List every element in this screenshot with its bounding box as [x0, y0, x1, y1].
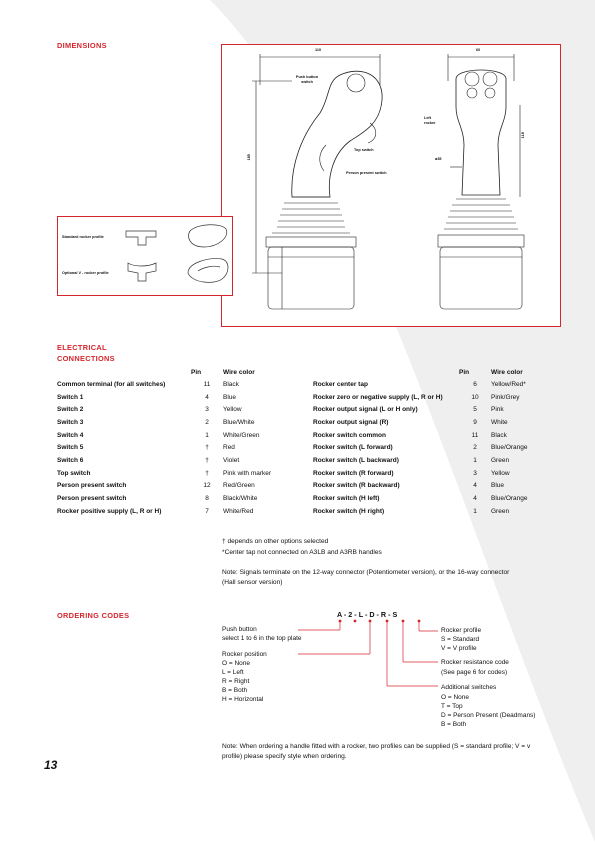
col-pin-header: Pin [459, 368, 470, 376]
label-push-button: Push button switch [295, 75, 319, 84]
row-pin: 3 [473, 469, 477, 477]
row-wire: Blue/Orange [491, 495, 528, 503]
row-wire: Violet [223, 456, 240, 464]
note-signals: Note: Signals terminate on the 12-way connector (Potentiometer version), or the 16-way connector (Hall sensor version) [222, 569, 510, 586]
row-wire: Blue/Orange [491, 444, 528, 452]
row-wire: Pink with marker [223, 469, 272, 477]
label-standard-profile: Standard rocker profile [62, 235, 104, 239]
page-number: 13 [44, 758, 58, 772]
rocker-resistance-note: (See page 6 for codes) [441, 669, 508, 676]
row-wire: Pink [491, 406, 504, 414]
row-wire: Black [223, 380, 239, 388]
dim-width-front: 60 [476, 48, 481, 52]
rocker-position-item: O = None [222, 660, 251, 667]
row-pin: 2 [473, 444, 477, 452]
additional-switches-item: O = None [441, 694, 470, 701]
electrical-heading-line2: CONNECTIONS [57, 354, 115, 363]
row-name: Rocker switch (R backward) [313, 482, 400, 490]
rocker-resistance-title: Rocker resistance code [441, 659, 509, 666]
row-wire: White [491, 418, 508, 426]
push-button-line1: Push button [222, 626, 257, 633]
row-wire: Yellow [223, 406, 242, 414]
row-wire: Blue [223, 393, 237, 401]
additional-switches-title: Additional switches [441, 684, 497, 691]
label-left-rocker: Left rocker [424, 116, 436, 125]
row-name: Switch 5 [57, 444, 84, 452]
dim-height-total: 185 [246, 154, 251, 161]
row-name: Switch 6 [57, 456, 84, 464]
additional-switches-item: B = Both [441, 721, 467, 728]
row-wire: Yellow/Red* [491, 380, 526, 388]
row-pin: 11 [471, 431, 479, 439]
rocker-position-item: B = Both [222, 687, 248, 694]
row-name: Rocker switch (H right) [313, 507, 385, 515]
row-name: Switch 1 [57, 393, 84, 401]
row-wire: Green [491, 507, 510, 515]
row-name: Rocker switch (L backward) [313, 456, 399, 464]
row-name: Switch 3 [57, 418, 84, 426]
row-name: Person present switch [57, 495, 127, 503]
note-dagger: † depends on other options selected [222, 538, 329, 545]
row-wire: White/Red [223, 507, 254, 515]
row-wire: Yellow [491, 469, 510, 477]
rocker-profile-title: Rocker profile [441, 627, 482, 634]
row-name: Rocker output signal (R) [313, 418, 389, 426]
label-person-present: Person present switch [346, 171, 387, 175]
row-pin: 4 [473, 482, 477, 490]
row-name: Rocker switch (H left) [313, 495, 380, 503]
dim-height-grip: 118 [520, 132, 525, 139]
row-pin: 1 [205, 431, 209, 439]
row-name: Rocker switch (R forward) [313, 469, 394, 477]
row-wire: Black [491, 431, 507, 439]
label-optional-v-profile: Optional V - rocker profile [62, 271, 109, 275]
row-wire: Green [491, 456, 510, 464]
row-name: Rocker switch (L forward) [313, 444, 393, 452]
note-center-tap: *Center tap not connected on A3LB and A3RB handles [222, 549, 382, 556]
rocker-position-item: H = Horizontal [222, 696, 264, 703]
push-button-line2: select 1 to 6 in the top plate [222, 635, 302, 642]
row-pin: 11 [203, 380, 211, 388]
row-pin: † [205, 469, 209, 477]
row-wire: Red/Green [223, 482, 255, 490]
row-name: Top switch [57, 469, 91, 477]
row-name: Common terminal (for all switches) [57, 380, 166, 388]
row-pin: 4 [205, 393, 209, 401]
row-pin: 6 [473, 380, 477, 388]
row-name: Rocker switch common [313, 431, 386, 439]
row-pin: 7 [205, 507, 209, 515]
dim-width-side: 110 [315, 48, 322, 52]
label-top-switch: Top switch [354, 148, 374, 152]
row-wire: Pink/Grey [491, 393, 520, 401]
rocker-profile-item: S = Standard [441, 636, 480, 643]
row-name: Rocker zero or negative supply (L, R or H) [313, 393, 443, 401]
rocker-position-item: R = Right [222, 678, 250, 685]
row-name: Switch 2 [57, 406, 84, 414]
row-pin: 1 [473, 507, 477, 515]
electrical-heading-line1: ELECTRICAL [57, 343, 107, 352]
dimensions-heading: DIMENSIONS [57, 41, 107, 50]
row-pin: 4 [473, 495, 477, 503]
row-pin: 10 [471, 393, 479, 401]
row-wire: Black/White [223, 495, 258, 503]
row-name: Switch 4 [57, 431, 84, 439]
row-name: Rocker positive supply (L, R or H) [57, 507, 162, 515]
col-pin-header: Pin [191, 368, 202, 376]
row-name: Rocker center tap [313, 380, 368, 388]
additional-switches-item: D = Person Present (Deadmans) [441, 712, 536, 719]
row-wire: White/Green [223, 431, 260, 439]
row-name: Person present switch [57, 482, 127, 490]
rocker-profile-item: V = V profile [441, 645, 477, 652]
col-wire-header: Wire color [223, 368, 255, 376]
row-pin: 9 [473, 418, 477, 426]
row-pin: 8 [205, 495, 209, 503]
ordering-heading: ORDERING CODES [57, 611, 130, 620]
col-wire-header: Wire color [491, 368, 523, 376]
rocker-position-title: Rocker position [222, 651, 267, 658]
row-pin: † [205, 444, 209, 452]
row-pin: 2 [205, 418, 209, 426]
rocker-position-item: L = Left [222, 669, 244, 676]
row-pin: 3 [205, 406, 209, 414]
row-wire: Red [223, 444, 235, 452]
row-wire: Blue/White [223, 418, 255, 426]
ordering-note: Note: When ordering a handle fitted with a rocker, two profiles can be supplied (S = standard profile; V = v profile) please specify style when ordering. [222, 743, 531, 760]
row-name: Rocker output signal (L or H only) [313, 406, 418, 414]
row-pin: † [205, 456, 209, 464]
ordering-code: A - 2 - L - D - R - S [337, 610, 398, 619]
row-wire: Blue [491, 482, 505, 490]
row-pin: 12 [203, 482, 211, 490]
row-pin: 5 [473, 406, 477, 414]
dim-grip-dia: ø35 [435, 157, 442, 161]
row-pin: 1 [473, 456, 477, 464]
additional-switches-item: T = Top [441, 703, 463, 710]
